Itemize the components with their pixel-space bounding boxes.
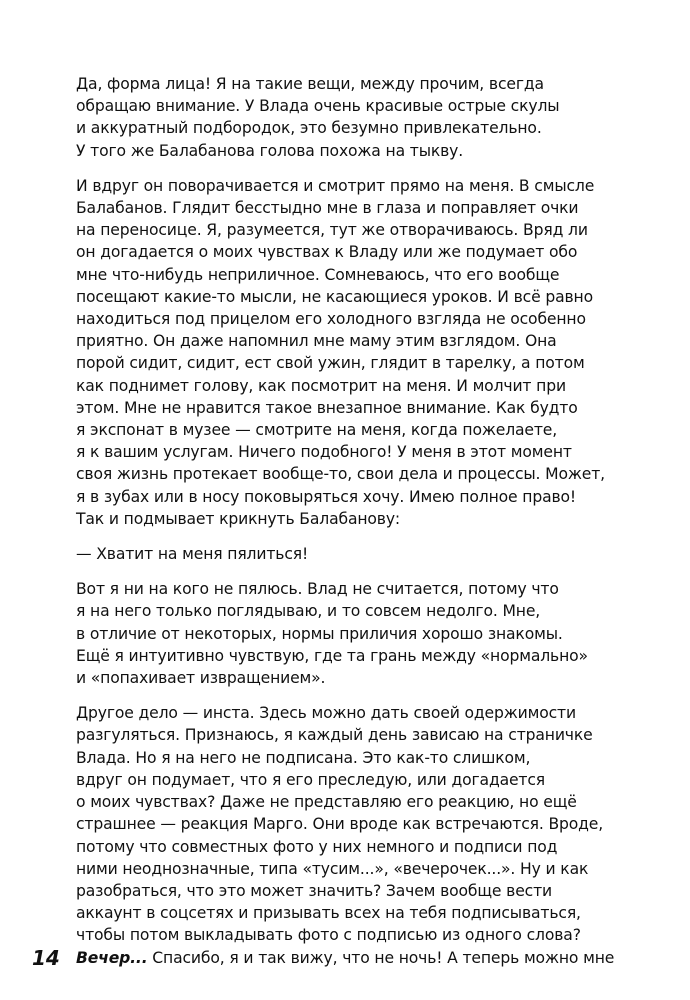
- paragraph-2: [76, 175, 616, 530]
- text-line: страшнее — реакция Марго. Они вроде как встречаются. Вроде,: [76, 815, 604, 834]
- text-line: приятно. Он даже напомнил мне маму этим взглядом. Она: [76, 332, 557, 351]
- text-line: разгуляться. Признаюсь, я каждый день зависаю на страничке: [76, 726, 593, 745]
- text-line: о моих чувствах? Даже не представляю его реакцию, но ещё: [76, 793, 577, 812]
- text-line: Да, форма лица! Я на такие вещи, между прочим, всегда: [76, 75, 544, 93]
- text-line: ними неоднозначные, типа «тусим...», «вечерочек...». Ну и как: [76, 859, 589, 878]
- text-line: Влада. Но я на него не подписана. Это как-то слишком,: [76, 748, 531, 767]
- text-line: И вдруг он поворачивается и смотрит прямо на меня. В смысле: [76, 176, 595, 195]
- paragraph-5: [76, 702, 616, 968]
- text-line: я к вашим услугам. Ничего подобного! У меня в этот момент: [76, 443, 572, 462]
- text-line: как поднимет голову, как посмотрит на меня. И молчит при: [76, 376, 566, 395]
- text-line: и аккуратный подбородок, это безумно привлекательно.: [76, 119, 542, 138]
- text-line: порой сидит, сидит, ест свой ужин, глядит в тарелку, а потом: [76, 354, 585, 373]
- text-line: чтобы потом выкладывать фото с подписью из одного слова?: [76, 926, 581, 945]
- text-line: этом. Мне не нравится такое внезапное внимание. Как будто: [76, 398, 578, 417]
- text-line: обращаю внимание. У Влада очень красивые острые скулы: [76, 97, 560, 116]
- text-line: в отличие от некоторых, нормы приличия хорошо знакомы.: [76, 624, 563, 643]
- text-line-rest: Спасибо, я и так вижу, что не ночь! А теперь можно мне: [147, 948, 615, 967]
- text-line: Вот я ни на кого не пялюсь. Влад не считается, потому что: [76, 580, 559, 599]
- emphasis-word: Вечер...: [76, 948, 148, 967]
- text-line: У того же Балабанова голова похожа на тыкву.: [76, 141, 464, 160]
- text-line: — Хватит на меня пялиться!: [76, 545, 309, 564]
- text-line: находиться под прицелом его холодного взгляда не особенно: [76, 310, 586, 329]
- text-line-last: [76, 947, 616, 969]
- body-text: [76, 73, 616, 982]
- text-line: потому что совместных фото у них немного и подписи под: [76, 837, 558, 856]
- text-line: аккаунт в соцсетях и призывать всех на тебя подписываться,: [76, 904, 581, 923]
- text-line: Ещё я интуитивно чувствую, где та грань между «нормально»: [76, 646, 588, 665]
- paragraph-4: [76, 578, 616, 689]
- page-number: 14: [32, 946, 60, 970]
- text-line: Балабанов. Глядит бесстыдно мне в глаза и поправляет очки: [76, 199, 579, 218]
- text-line: своя жизнь протекает вообще-то, свои дела и процессы. Может,: [76, 465, 605, 484]
- dialogue-line: [76, 543, 616, 565]
- text-line: посещают какие-то мысли, не касающиеся уроков. И всё равно: [76, 287, 593, 306]
- text-line: на переносице. Я, разумеется, тут же отворачиваюсь. Вряд ли: [76, 221, 588, 240]
- text-line: и «попахивает извращением».: [76, 669, 326, 688]
- text-line: я экспонат в музее — смотрите на меня, когда пожелаете,: [76, 421, 558, 440]
- text-line: я в зубах или в носу поковыряться хочу. Имею полное право!: [76, 487, 577, 506]
- paragraph-1: [76, 73, 616, 162]
- text-line: Другое дело — инста. Здесь можно дать своей одержимости: [76, 704, 576, 723]
- text-line: Так и подмывает крикнуть Балабанову:: [76, 509, 401, 528]
- text-line: он догадается о моих чувствах к Владу или же подумает обо: [76, 243, 578, 262]
- text-line: разобраться, что это может значить? Зачем вообще вести: [76, 881, 552, 900]
- text-line: вдруг он подумает, что я его преследую, или догадается: [76, 770, 546, 789]
- text-line: я на него только поглядываю, и то совсем недолго. Мне,: [76, 602, 541, 621]
- text-line: мне что-нибудь неприличное. Сомневаюсь, что его вообще: [76, 265, 560, 284]
